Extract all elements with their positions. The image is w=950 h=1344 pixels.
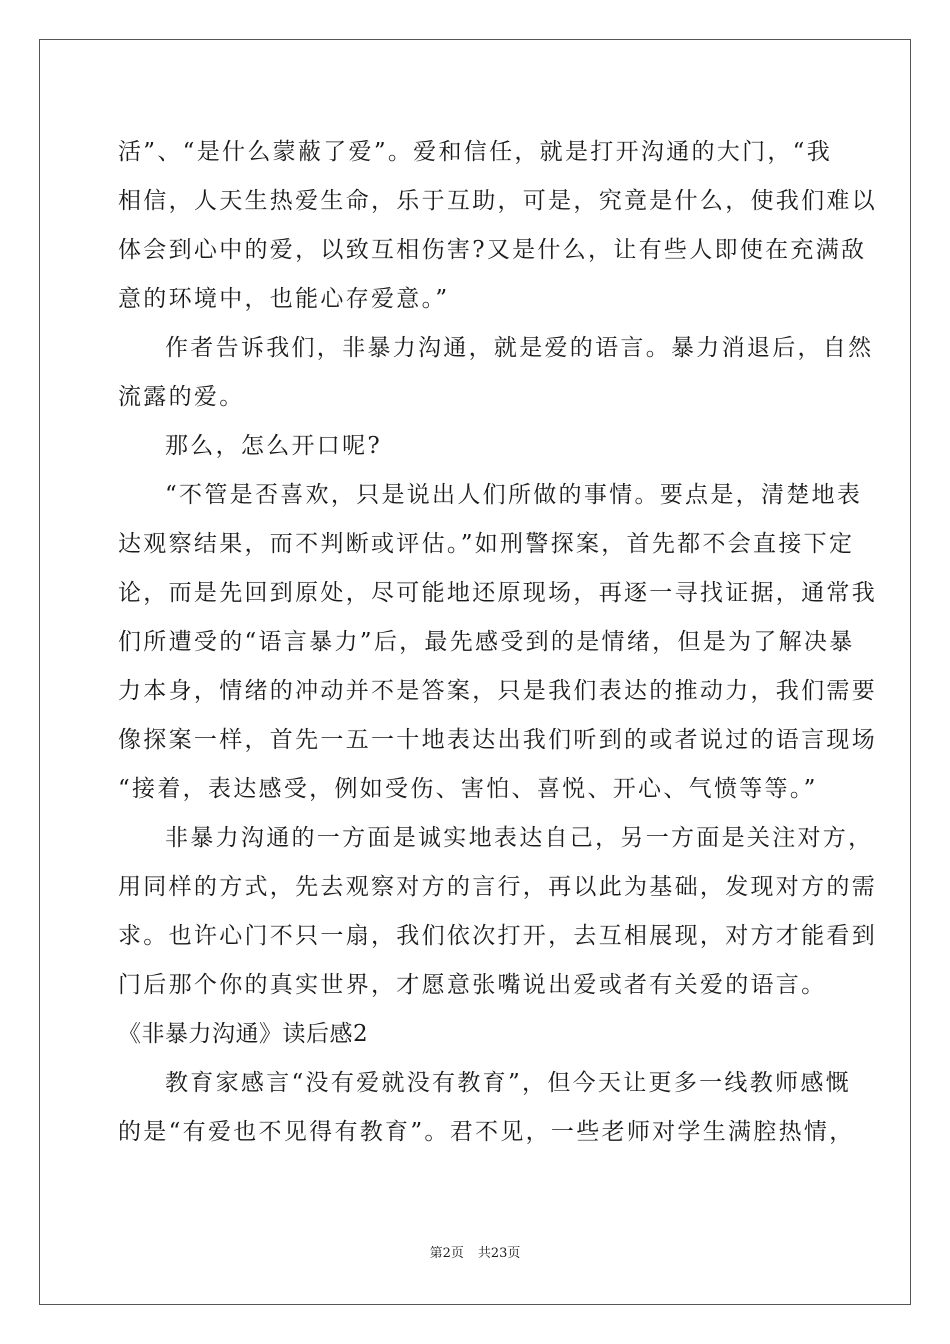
text-line: 体会到心中的爱，以致互相伤害?又是什么，让有些人即使在充满敌 bbox=[118, 237, 867, 263]
text-line: 那么，怎么开口呢? bbox=[165, 433, 383, 459]
text-line: 论，而是先回到原处，尽可能地还原现场，再逐一寻找证据，通常我 bbox=[118, 580, 877, 606]
text-line: 活”、“是什么蒙蔽了爱”。爱和信任，就是打开沟通的大门，“我 bbox=[118, 139, 833, 165]
text-line: 力本身，情绪的冲动并不是答案，只是我们表达的推动力，我们需要 bbox=[118, 678, 877, 704]
text-line: 流露的爱。 bbox=[118, 384, 245, 410]
text-line: 达观察结果，而不判断或评估。”如刑警探案，首先都不会直接下定 bbox=[118, 531, 855, 557]
text-line: 们所遭受的“语言暴力”后，最先感受到的是情绪，但是为了解决暴 bbox=[118, 629, 855, 655]
text-line: 作者告诉我们，非暴力沟通，就是爱的语言。暴力消退后，自然 bbox=[165, 335, 874, 361]
page-number: 第2页 bbox=[429, 1246, 464, 1261]
text-line: 非暴力沟通的一方面是诚实地表达自己，另一方面是关注对方， bbox=[165, 825, 874, 851]
page-total: 共23页 bbox=[477, 1246, 521, 1261]
text-line: 门后那个你的真实世界，才愿意张嘴说出爱或者有关爱的语言。 bbox=[118, 972, 827, 998]
text-line: 用同样的方式，先去观察对方的言行，再以此为基础，发现对方的需 bbox=[118, 874, 877, 900]
section-heading: 《非暴力沟通》读后感2 bbox=[118, 1021, 369, 1047]
text-line: 意的环境中，也能心存爱意。” bbox=[118, 286, 450, 312]
text-line: 求。也许心门不只一扇，我们依次打开，去互相展现，对方才能看到 bbox=[118, 923, 877, 949]
text-line: 相信，人天生热爱生命，乐于互助，可是，究竟是什么，使我们难以 bbox=[118, 188, 877, 214]
document-body bbox=[118, 128, 877, 1157]
page-footer bbox=[0, 1245, 950, 1263]
text-line: 教育家感言“没有爱就没有教育”，但今天让更多一线教师感慨 bbox=[165, 1070, 851, 1096]
text-line: 像探案一样，首先一五一十地表达出我们听到的或者说过的语言现场 bbox=[118, 727, 877, 753]
text-line: 的是“有爱也不见得有教育”。君不见，一些老师对学生满腔热情， bbox=[118, 1119, 855, 1145]
text-line: “不管是否喜欢，只是说出人们所做的事情。要点是，清楚地表 bbox=[165, 482, 863, 508]
text-line: “接着，表达感受，例如受伤、害怕、喜悦、开心、气愤等等。” bbox=[118, 776, 818, 802]
